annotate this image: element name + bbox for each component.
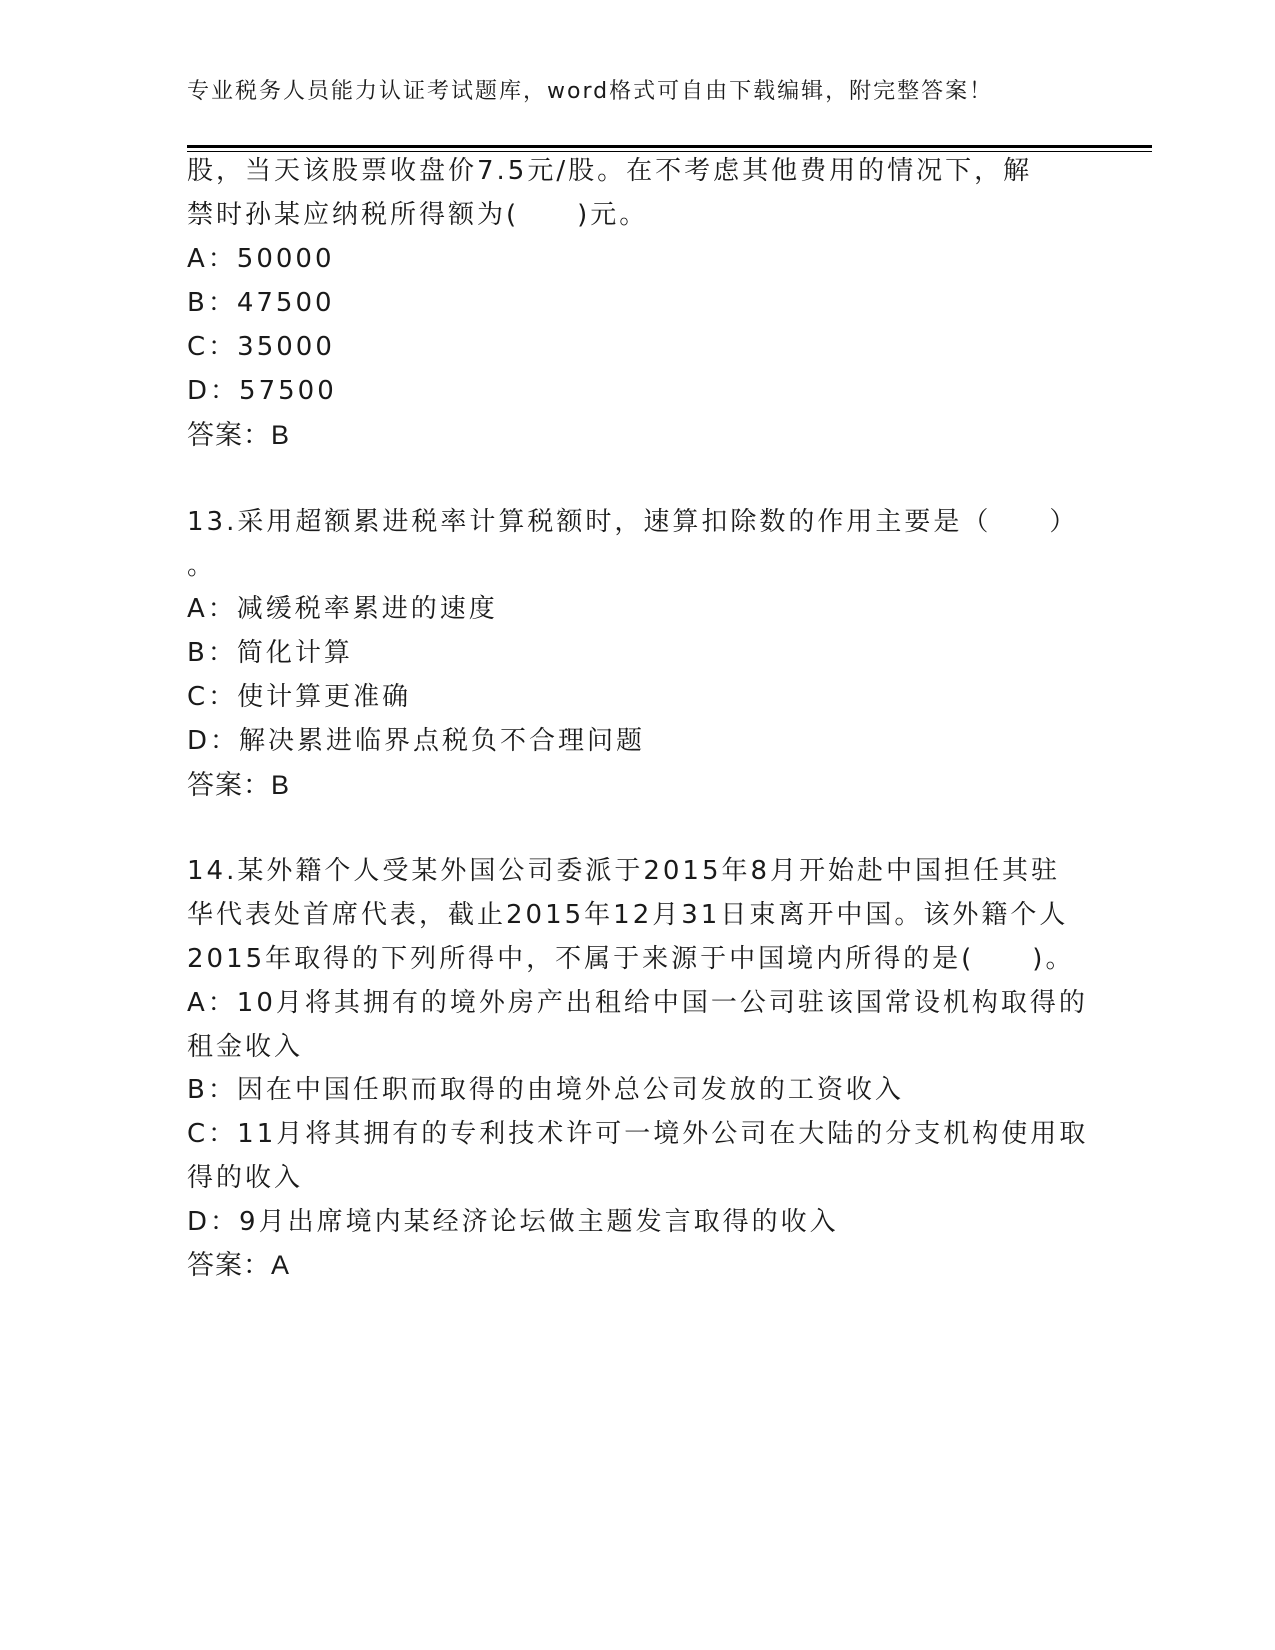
q14-option-a-line-2: 租金收入 bbox=[187, 1032, 304, 1062]
q14-stem-line-1: 14.某外籍个人受某外国公司委派于2015年8月开始赴中国担任其驻 bbox=[187, 856, 1061, 886]
q13-option-b: B：简化计算 bbox=[187, 638, 353, 668]
q12-option-a: A：50000 bbox=[187, 244, 335, 274]
q12-option-b: B：47500 bbox=[187, 288, 335, 318]
q14-option-c-line-1: C：11月将其拥有的专利技术许可一境外公司在大陆的分支机构使用取 bbox=[187, 1119, 1089, 1149]
q13-stem-line-1: 13.采用超额累进税率计算税额时，速算扣除数的作用主要是（ ） bbox=[187, 507, 1079, 537]
q14-stem-line-2: 华代表处首席代表，截止2015年12月31日束离开中国。该外籍个人 bbox=[187, 900, 1069, 930]
q13-option-c: C：使计算更准确 bbox=[187, 682, 412, 712]
q12-stem-line-1: 股，当天该股票收盘价7.5元/股。在不考虑其他费用的情况下，解 bbox=[187, 156, 1033, 186]
header-rule-thin bbox=[187, 151, 1152, 152]
q14-option-c-line-2: 得的收入 bbox=[187, 1163, 304, 1193]
page-header: 专业税务人员能力认证考试题库，word格式可自由下载编辑，附完整答案！ bbox=[187, 79, 994, 104]
q13-answer: 答案：B bbox=[187, 770, 291, 800]
q14-stem-line-3: 2015年取得的下列所得中，不属于来源于中国境内所得的是( )。 bbox=[187, 944, 1075, 974]
q14-option-b: B：因在中国任职而取得的由境外总公司发放的工资收入 bbox=[187, 1075, 904, 1105]
q13-option-a: A：减缓税率累进的速度 bbox=[187, 594, 498, 624]
q12-answer: 答案：B bbox=[187, 420, 291, 450]
q12-stem-line-2: 禁时孙某应纳税所得额为( )元。 bbox=[187, 200, 649, 230]
q13-option-d: D：解决累进临界点税负不合理问题 bbox=[187, 726, 646, 756]
header-rule-thick bbox=[187, 145, 1152, 148]
q12-option-d: D：57500 bbox=[187, 376, 337, 406]
q14-answer: 答案：A bbox=[187, 1250, 291, 1280]
q14-option-a-line-1: A：10月将其拥有的境外房产出租给中国一公司驻该国常设机构取得的 bbox=[187, 988, 1088, 1018]
q13-stem-line-2: 。 bbox=[187, 551, 217, 581]
q12-option-c: C：35000 bbox=[187, 332, 335, 362]
q14-option-d: D：9月出席境内某经济论坛做主题发言取得的收入 bbox=[187, 1207, 839, 1237]
